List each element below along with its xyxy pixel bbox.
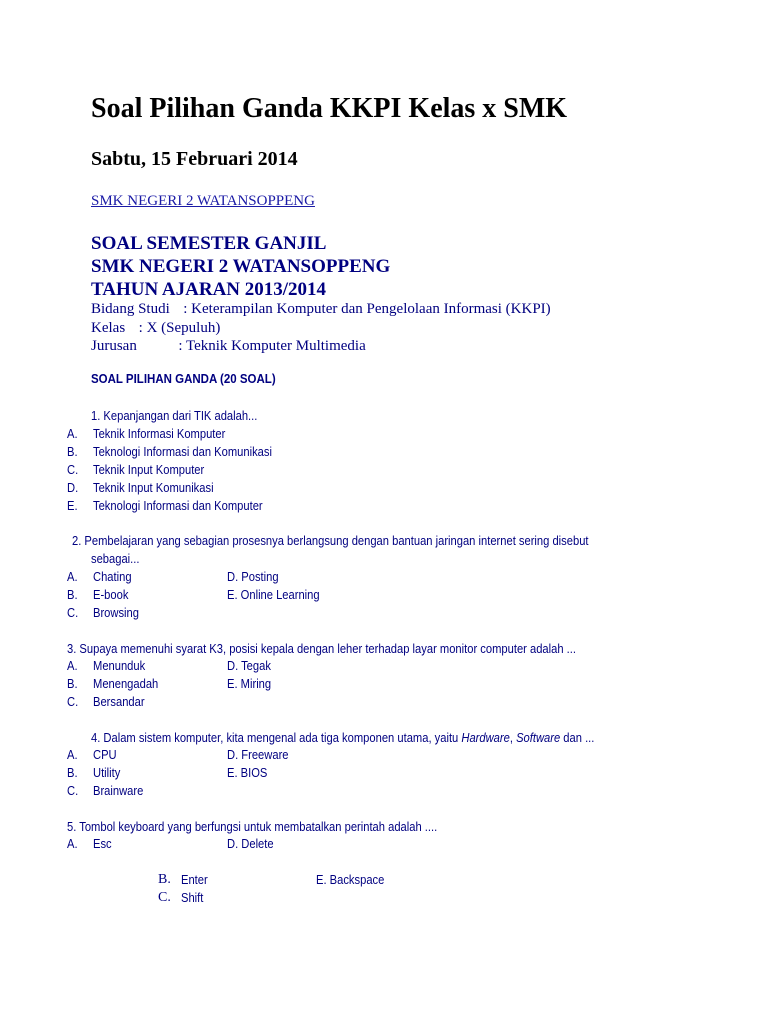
q1-c-letter: C. <box>67 462 79 477</box>
q4-a-letter: A. <box>67 747 78 762</box>
q1-a-option: Teknik Informasi Komputer <box>93 426 226 441</box>
q4-b-letter: B. <box>67 765 78 780</box>
info-kelas <box>91 320 220 337</box>
q1-e-option: Teknologi Informasi dan Komputer <box>93 498 263 513</box>
q4-hardware: Hardware <box>461 730 510 745</box>
q3-a-letter: A. <box>67 658 78 673</box>
page-title: Soal Pilihan Ganda KKPI Kelas x SMK <box>91 93 568 124</box>
info-jurusan <box>91 338 366 355</box>
q2-a-option: Chating <box>93 569 132 584</box>
q2-b-letter: B. <box>67 587 78 602</box>
q5-c-letter: C. <box>158 890 171 905</box>
info-bidang <box>91 301 551 318</box>
question-2: 2. Pembelajaran yang sebagian prosesnya berlangsung dengan bantuan jaringan internet sering disebut <box>72 533 589 548</box>
question-3: 3. Supaya memenuhi syarat K3, posisi kepala dengan leher terhadap layar monitor computer adalah ... <box>67 641 576 656</box>
header-line-1: SOAL SEMESTER GANJIL <box>91 233 327 254</box>
q3-e-option: E. Miring <box>227 676 272 691</box>
q1-e-letter: E. <box>67 498 78 513</box>
q4-c-letter: C. <box>67 783 79 798</box>
q1-b-option: Teknologi Informasi dan Komunikasi <box>93 444 272 459</box>
q5-b-option: Enter <box>181 872 208 887</box>
header-line-3: TAHUN AJARAN 2013/2014 <box>91 279 327 300</box>
jurusan-value: : Teknik Komputer Multimedia <box>178 338 366 354</box>
bidang-value: : Keterampilan Komputer dan Pengelolaan Informasi (KKPI) <box>183 301 551 317</box>
q1-c-option: Teknik Input Komputer <box>93 462 205 477</box>
q4-a-option: CPU <box>93 747 117 762</box>
q3-a-option: Menunduk <box>93 658 146 673</box>
q1-b-letter: B. <box>67 444 78 459</box>
header-line-2: SMK NEGERI 2 WATANSOPPENG <box>91 256 391 277</box>
q4-software: Software <box>516 730 561 745</box>
question-4 <box>91 730 594 745</box>
q5-a-letter: A. <box>67 836 78 851</box>
q4-text-pre: 4. Dalam sistem komputer, kita mengenal ada tiga komponen utama, yaitu <box>91 730 462 745</box>
q3-d-option: D. Tegak <box>227 658 271 673</box>
section-title: SOAL PILIHAN GANDA (20 SOAL) <box>91 372 276 386</box>
school-link[interactable]: SMK NEGERI 2 WATANSOPPENG <box>91 193 315 209</box>
q5-b-letter: B. <box>158 872 171 887</box>
q5-e-option: E. Backspace <box>316 872 385 887</box>
kelas-label: Kelas <box>91 320 126 336</box>
question-1: 1. Kepanjangan dari TIK adalah... <box>91 408 258 423</box>
q5-a-option: Esc <box>93 836 112 851</box>
q4-b-option: Utility <box>93 765 121 780</box>
post-date: Sabtu, 15 Februari 2014 <box>91 148 298 170</box>
q1-d-letter: D. <box>67 480 79 495</box>
bidang-label: Bidang Studi <box>91 301 170 317</box>
q5-d-option: D. Delete <box>227 836 274 851</box>
q1-a-letter: A. <box>67 426 78 441</box>
question-5: 5. Tombol keyboard yang berfungsi untuk membatalkan perintah adalah .... <box>67 819 438 834</box>
q4-text-post: dan ... <box>560 730 595 745</box>
question-2-cont: sebagai... <box>91 551 140 566</box>
q1-d-option: Teknik Input Komunikasi <box>93 480 214 495</box>
q3-b-letter: B. <box>67 676 78 691</box>
q4-c-option: Brainware <box>93 783 144 798</box>
q3-c-option: Bersandar <box>93 694 145 709</box>
q2-a-letter: A. <box>67 569 78 584</box>
q2-d-option: D. Posting <box>227 569 279 584</box>
q5-c-option: Shift <box>181 890 204 905</box>
q2-c-letter: C. <box>67 605 79 620</box>
q4-d-option: D. Freeware <box>227 747 289 762</box>
q2-c-option: Browsing <box>93 605 139 620</box>
q3-c-letter: C. <box>67 694 79 709</box>
q3-b-option: Menengadah <box>93 676 159 691</box>
q4-e-option: E. BIOS <box>227 765 268 780</box>
jurusan-label: Jurusan <box>91 338 137 354</box>
kelas-value: : X (Sepuluh) <box>138 320 221 336</box>
q2-b-option: E-book <box>93 587 129 602</box>
q4-text-mid: , <box>509 730 517 745</box>
q2-e-option: E. Online Learning <box>227 587 320 602</box>
